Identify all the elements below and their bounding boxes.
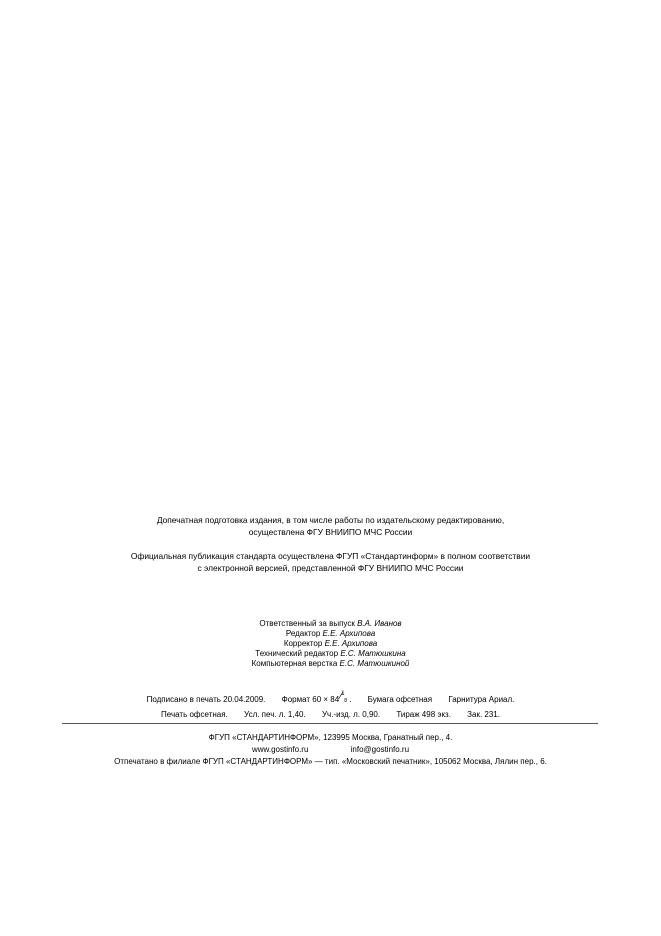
print-run: Тираж 498 экз.	[396, 710, 451, 719]
publisher-contacts	[0, 745, 661, 755]
printed-by: Отпечатано в филиале ФГУП «СТАНДАРТИНФОРМ» — тип. «Московский печатник», 105062 Москва, Лялин пер., 6.	[114, 757, 547, 766]
publication-line-2: с электронной версией, представленной ФГУ ВНИИПО МЧС России	[197, 563, 464, 573]
staff-item	[0, 649, 661, 659]
staff-role: Корректор	[283, 639, 323, 648]
printing-method: Печать офсетная.	[161, 710, 228, 719]
imprint-line-1	[0, 691, 661, 705]
typeface: Гарнитура Ариал.	[448, 695, 515, 704]
format: Формат 60 × 84 1 ⁄ 8 .	[281, 691, 352, 704]
pub-sheets: Уч.-изд. л. 0,90.	[321, 710, 381, 719]
staff-name: Е.С. Матюшкиной	[339, 659, 410, 668]
staff-name: Е.Е. Архипова	[324, 639, 378, 648]
imprint-line-2	[0, 710, 661, 720]
staff-item	[0, 639, 661, 649]
paper: Бумага офсетная	[367, 695, 433, 704]
staff-role: Ответственный за выпуск	[259, 619, 355, 628]
order-number: Зак. 231.	[467, 710, 500, 719]
staff-role: Технический редактор	[255, 649, 339, 658]
format-fraction: 1 ⁄ 8	[340, 691, 347, 704]
staff-name: Е.С. Матюшкина	[340, 649, 406, 658]
staff-item	[0, 659, 661, 669]
publisher-address: ФГУП «СТАНДАРТИНФОРМ», 123995 Москва, Гранатный пер., 4.	[208, 733, 453, 742]
divider	[62, 723, 598, 724]
prep-line-1: Допечатная подготовка издания, в том числе работы по издательскому редактированию,	[156, 515, 505, 525]
email-link[interactable]: info@gostinfo.ru	[350, 745, 410, 754]
signed-date: Подписано в печать 20.04.2009.	[146, 695, 266, 704]
staff-item	[0, 619, 661, 629]
website-link[interactable]: www.gostinfo.ru	[251, 745, 309, 754]
publication-line-1: Официальная публикация стандарта осуществлена ФГУП «Стандартинформ» в полном соответствии	[130, 551, 531, 561]
staff-item	[0, 629, 661, 639]
staff-name: Е.Е. Архипова	[322, 629, 376, 638]
prep-line-2: осуществлена ФГУ ВНИИПО МЧС России	[248, 527, 413, 537]
staff-name: В.А. Иванов	[357, 619, 402, 628]
staff-role: Компьютерная верстка	[251, 659, 338, 668]
conv-sheets: Усл. печ. л. 1,40.	[244, 710, 306, 719]
staff-role: Редактор	[285, 629, 321, 638]
